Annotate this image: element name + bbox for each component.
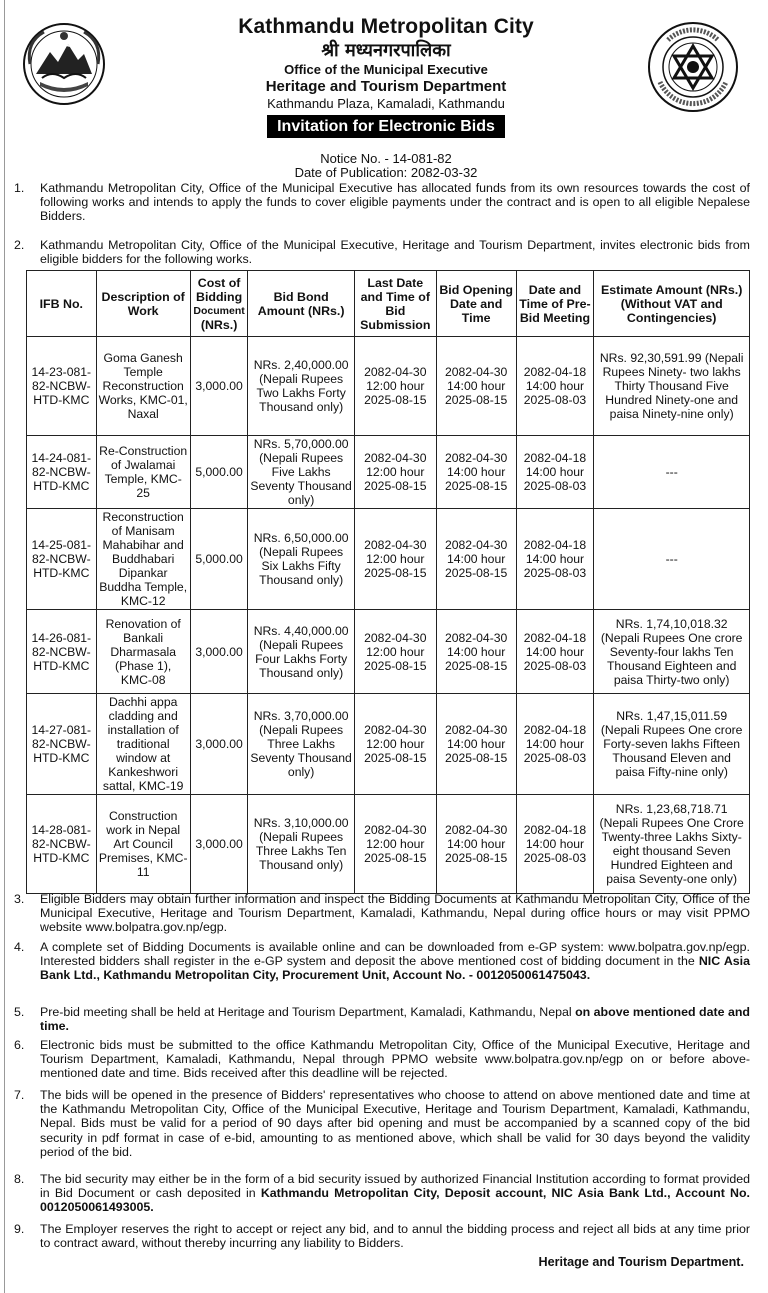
time: 14:00 hour — [525, 837, 585, 851]
date-ad: 2025-08-15 — [444, 658, 508, 673]
table-row — [27, 795, 750, 894]
date-bs: 2082-04-18 — [523, 538, 587, 552]
estimate-cell: NRs. 1,74,10,018.32 (Nepali Rupees One crore Seventy-four lakhs Ten Thousand Eighteen and paisa Thirty-two only) — [594, 610, 750, 694]
table-row — [27, 610, 750, 694]
time: 14:00 hour — [525, 379, 585, 393]
col-opening: Bid Opening Date and Time — [436, 271, 516, 337]
clause-text-regular: The bid security may either be in the form of a bid security issued by authorized Financial Institution according to format provided in Bid Document or cash deposited in — [40, 1172, 750, 1201]
clause-text: Electronic bids must be submitted to the office Kathmandu Metropolitan City, Office of the Municipal Executive, Heritage and Tourism Department, Kamaladi, Kathmandu, Nepal through PPMO website www.bolpatra.gov.np/egp on or before above-mentioned date and time. Bids received after this deadline will be rejected. — [40, 1038, 750, 1081]
date-bs: 2082-04-30 — [364, 451, 427, 465]
date-ad: 2025-08-15 — [444, 479, 508, 493]
date-bs: 2082-04-18 — [523, 723, 587, 737]
date-bs: 2082-04-30 — [444, 823, 508, 837]
invitation-banner: Invitation for Electronic Bids — [267, 115, 505, 138]
date-bs: 2082-04-18 — [523, 451, 587, 465]
clause-1 — [14, 181, 750, 224]
clause-9 — [14, 1222, 750, 1250]
table-row — [27, 337, 750, 436]
kmc-seal — [646, 20, 740, 114]
bond-cell: NRs. 2,40,000.00 (Nepali Rupees Two Lakhs Forty Thousand only) — [248, 337, 354, 436]
date-ad: 2025-08-03 — [523, 393, 587, 407]
date-ad: 2025-08-15 — [364, 851, 427, 865]
opening-cell — [436, 795, 516, 894]
date-bs: 2082-04-30 — [364, 538, 427, 552]
prebid-cell — [516, 610, 594, 694]
bond-cell: NRs. 5,70,000.00 (Nepali Rupees Five Lakhs Seventy Thousand only) — [248, 436, 354, 509]
deposit-account-text: Kathmandu Metropolitan City, Deposit account, NIC Asia Bank Ltd., Account No. 0012050061493005. — [40, 1186, 750, 1215]
date-ad: 2025-08-03 — [523, 566, 587, 580]
time: 12:00 hour — [366, 465, 425, 479]
bond-cell: NRs. 3,70,000.00 (Nepali Rupees Three Lakhs Seventy Thousand only) — [248, 694, 354, 795]
last-date-cell — [354, 694, 436, 795]
time: 14:00 hour — [447, 837, 506, 851]
clause-text: The bids will be opened in the presence of Bidders' representatives who choose to attend on above mentioned date and time at the Kathmandu Metropolitan City, Office of the Municipal Executive, Heritage and Tourism Department, Kamaladi, Kathmandu, Nepal. Bids must be valid for a period of 90 days after bid opening and must be accompanied by a scanned copy of the bid security in pdf format in case of e-bid, amounting to as mentioned above, which shall be valid for 30 days beyond the validity period of the bid. — [40, 1088, 750, 1159]
last-date-cell — [354, 436, 436, 509]
clause-number: 7. — [14, 1088, 25, 1102]
signature-department: Heritage and Tourism Department. — [538, 1255, 744, 1269]
date-ad: 2025-08-15 — [364, 566, 427, 580]
table-row — [27, 509, 750, 610]
opening-cell — [436, 337, 516, 436]
date-ad: 2025-08-15 — [364, 751, 427, 765]
date-ad: 2025-08-03 — [523, 851, 587, 865]
clause-6 — [14, 1038, 750, 1081]
clause-number: 9. — [14, 1222, 25, 1236]
estimate-cell: --- — [594, 509, 750, 610]
table-header-row — [27, 271, 750, 337]
bid-notice-page — [6, 0, 762, 1293]
ifb-cell: 14-27-081-82-NCBW-HTD-KMC — [27, 694, 97, 795]
time: 12:00 hour — [366, 837, 425, 851]
description-cell: Construction work in Nepal Art Council Premises, KMC-11 — [96, 795, 190, 894]
ifb-cell: 14-25-081-82-NCBW-HTD-KMC — [27, 509, 97, 610]
time: 14:00 hour — [525, 552, 585, 566]
date-bs: 2082-04-30 — [364, 723, 427, 737]
time: 14:00 hour — [525, 644, 585, 659]
col-prebid: Date and Time of Pre-Bid Meeting — [516, 271, 594, 337]
clause-text: Eligible Bidders may obtain further information and inspect the Bidding Documents at Kathmandu Metropolitan City, Office of the Municipal Executive, Heritage and Tourism Department, Kamaladi, Kathmandu, Nepal during office hours or may visit PPMO website www.bolpatra.gov.np/egp. — [40, 892, 750, 935]
estimate-cell: NRs. 1,47,15,011.59 (Nepali Rupees One crore Forty-seven lakhs Fifteen Thousand Eleven and paisa Fifty-nine only) — [594, 694, 750, 795]
bond-cell: NRs. 3,10,000.00 (Nepali Rupees Three Lakhs Ten Thousand only) — [248, 795, 354, 894]
clause-5 — [14, 1005, 750, 1033]
time: 14:00 hour — [525, 465, 585, 479]
date-ad: 2025-08-03 — [523, 751, 587, 765]
cost-cell: 5,000.00 — [190, 509, 248, 610]
clause-4 — [14, 940, 750, 983]
bond-cell: NRs. 4,40,000.00 (Nepali Rupees Four Lakhs Forty Thousand only) — [248, 610, 354, 694]
time: 12:00 hour — [366, 379, 425, 393]
header-text — [126, 14, 646, 138]
date-ad: 2025-08-15 — [364, 479, 427, 493]
date-bs: 2082-04-30 — [444, 723, 508, 737]
date-bs: 2082-04-18 — [523, 630, 587, 645]
notice-info — [126, 152, 646, 180]
notice-header — [6, 0, 762, 150]
ifb-cell: 14-28-081-82-NCBW-HTD-KMC — [27, 795, 97, 894]
time: 14:00 hour — [525, 737, 585, 751]
prebid-cell — [516, 337, 594, 436]
date-bs: 2082-04-30 — [364, 823, 427, 837]
nepal-emblem-icon — [22, 22, 106, 106]
col-cost-line1: Cost of Bidding — [196, 275, 243, 304]
clause-text-regular: Pre-bid meeting shall be held at Heritage and Tourism Department, Kamaladi, Kathmandu, Nepal — [40, 1005, 576, 1019]
date-ad: 2025-08-03 — [523, 658, 587, 673]
col-cost-line3: (NRs.) — [200, 317, 238, 332]
opening-cell — [436, 436, 516, 509]
estimate-cell: NRs. 92,30,591.99 (Nepali Rupees Ninety- two lakhs Thirty Thousand Five Hundred Ninety-one and paisa Ninety-nine only) — [594, 337, 750, 436]
address: Kathmandu Plaza, Kamaladi, Kathmandu — [267, 96, 505, 111]
time: 14:00 hour — [447, 644, 506, 659]
time: 14:00 hour — [447, 465, 506, 479]
time: 14:00 hour — [447, 737, 506, 751]
time: 12:00 hour — [366, 644, 425, 659]
date-bs: 2082-04-18 — [523, 823, 587, 837]
date-bs: 2082-04-30 — [364, 630, 427, 645]
date-bs: 2082-04-30 — [444, 365, 508, 379]
cost-cell: 5,000.00 — [190, 436, 248, 509]
clause-number: 2. — [14, 238, 25, 252]
col-cost — [190, 271, 248, 337]
clause-text-regular: A complete set of Bidding Documents is available online and can be downloaded from e-GP system: www.bolpatra.gov.np/egp. Interested bidders shall register in the e-GP system and deposit the above mentioned cost of bidding document in the — [40, 940, 750, 969]
cost-cell: 3,000.00 — [190, 337, 248, 436]
date-ad: 2025-08-03 — [523, 479, 587, 493]
clause-text — [40, 1005, 750, 1033]
description-cell: Dachhi appa cladding and installation of traditional window at Kankeshwori sattal, KMC-19 — [96, 694, 190, 795]
last-date-cell — [354, 337, 436, 436]
cost-cell: 3,000.00 — [190, 795, 248, 894]
prebid-cell — [516, 436, 594, 509]
clause-text — [40, 1172, 750, 1215]
publication-date: Date of Publication: 2082-03-32 — [294, 165, 478, 180]
prebid-cell — [516, 694, 594, 795]
clause-text: Kathmandu Metropolitan City, Office of the Municipal Executive, Heritage and Tourism Department, invites electronic bids from eligible bidders for the following works. — [40, 238, 750, 267]
ifb-cell: 14-24-081-82-NCBW-HTD-KMC — [27, 436, 97, 509]
cost-cell: 3,000.00 — [190, 610, 248, 694]
description-cell: Renovation of Bankali Dharmasala (Phase 1), KMC-08 — [96, 610, 190, 694]
time: 12:00 hour — [366, 552, 425, 566]
clause-7 — [14, 1088, 750, 1159]
description-cell: Goma Ganesh Temple Reconstruction Works, KMC-01, Naxal — [96, 337, 190, 436]
clause-text — [40, 940, 750, 983]
ifb-cell: 14-23-081-82-NCBW-HTD-KMC — [27, 337, 97, 436]
date-ad: 2025-08-15 — [444, 751, 508, 765]
bank-account-text: NIC Asia Bank Ltd., Kathmandu Metropolitan City, Procurement Unit, Account No. - 0012050061475043. — [40, 954, 750, 983]
clause-text: Kathmandu Metropolitan City, Office of the Municipal Executive has allocated funds from its own resources towards the cost of following works and intends to apply the funds to cover eligible payments under the contract and is open to all eligible Nepalese Bidders. — [40, 181, 750, 224]
opening-cell — [436, 610, 516, 694]
last-date-cell — [354, 509, 436, 610]
date-bs: 2082-04-18 — [523, 365, 587, 379]
bids-table — [26, 270, 750, 894]
opening-cell — [436, 509, 516, 610]
last-date-cell — [354, 795, 436, 894]
date-ad: 2025-08-15 — [444, 393, 508, 407]
date-ad: 2025-08-15 — [364, 393, 427, 407]
date-bs: 2082-04-30 — [444, 538, 508, 552]
date-bs: 2082-04-30 — [364, 365, 427, 379]
clause-8 — [14, 1172, 750, 1215]
time: 14:00 hour — [447, 379, 506, 393]
clause-number: 1. — [14, 181, 25, 195]
time: 12:00 hour — [366, 737, 425, 751]
clause-number: 3. — [14, 892, 25, 906]
nepali-title: श्री मध्यनगरपालिका — [321, 40, 451, 61]
office-name: Office of the Municipal Executive — [284, 62, 488, 77]
estimate-cell: --- — [594, 436, 750, 509]
bond-cell: NRs. 6,50,000.00 (Nepali Rupees Six Lakhs Fifty Thousand only) — [248, 509, 354, 610]
date-ad: 2025-08-15 — [444, 566, 508, 580]
emphasis-text: on above mentioned date and time. — [40, 1005, 750, 1034]
prebid-cell — [516, 795, 594, 894]
description-cell: Re-Construction of Jwalamai Temple, KMC-25 — [96, 436, 190, 509]
col-ifb: IFB No. — [27, 271, 97, 337]
clause-number: 8. — [14, 1172, 25, 1186]
col-last-date: Last Date and Time of Bid Submission — [354, 271, 436, 337]
time: 14:00 hour — [447, 552, 506, 566]
last-date-cell — [354, 610, 436, 694]
clause-3 — [14, 892, 750, 935]
table-row — [27, 694, 750, 795]
date-bs: 2082-04-30 — [444, 630, 508, 645]
date-ad: 2025-08-15 — [444, 851, 508, 865]
col-description: Description of Work — [96, 271, 190, 337]
col-estimate: Estimate Amount (NRs.) (Without VAT and Contingencies) — [594, 271, 750, 337]
table-row — [27, 436, 750, 509]
prebid-cell — [516, 509, 594, 610]
page-title: Kathmandu Metropolitan City — [238, 15, 534, 38]
clause-number: 4. — [14, 940, 25, 954]
page-edge-line — [4, 0, 5, 1293]
clause-2 — [14, 238, 750, 266]
cost-cell: 3,000.00 — [190, 694, 248, 795]
estimate-cell: NRs. 1,23,68,718.71 (Nepali Rupees One Crore Twenty-three Lakhs Sixty-eight thousand Seven Hundred Eighteen and paisa Seventy-one only) — [594, 795, 750, 894]
notice-number: Notice No. - 14-081-82 — [320, 151, 452, 166]
kmc-seal-icon — [646, 20, 740, 114]
description-cell: Reconstruction of Manisam Mahabihar and Buddhabari Dipankar Buddha Temple, KMC-12 — [96, 509, 190, 610]
col-bid-bond: Bid Bond Amount (NRs.) — [248, 271, 354, 337]
opening-cell — [436, 694, 516, 795]
clause-number: 6. — [14, 1038, 25, 1052]
date-ad: 2025-08-15 — [364, 658, 427, 673]
department-name: Heritage and Tourism Department — [265, 78, 507, 95]
date-bs: 2082-04-30 — [444, 451, 508, 465]
clause-number: 5. — [14, 1005, 25, 1019]
clause-text: The Employer reserves the right to accept or reject any bid, and to annul the bidding process and reject all bids at any time prior to contract award, without thereby incurring any liability to Bidders. — [40, 1222, 750, 1251]
ifb-cell: 14-26-081-82-NCBW-HTD-KMC — [27, 610, 97, 694]
col-cost-line2: Document — [193, 304, 245, 317]
